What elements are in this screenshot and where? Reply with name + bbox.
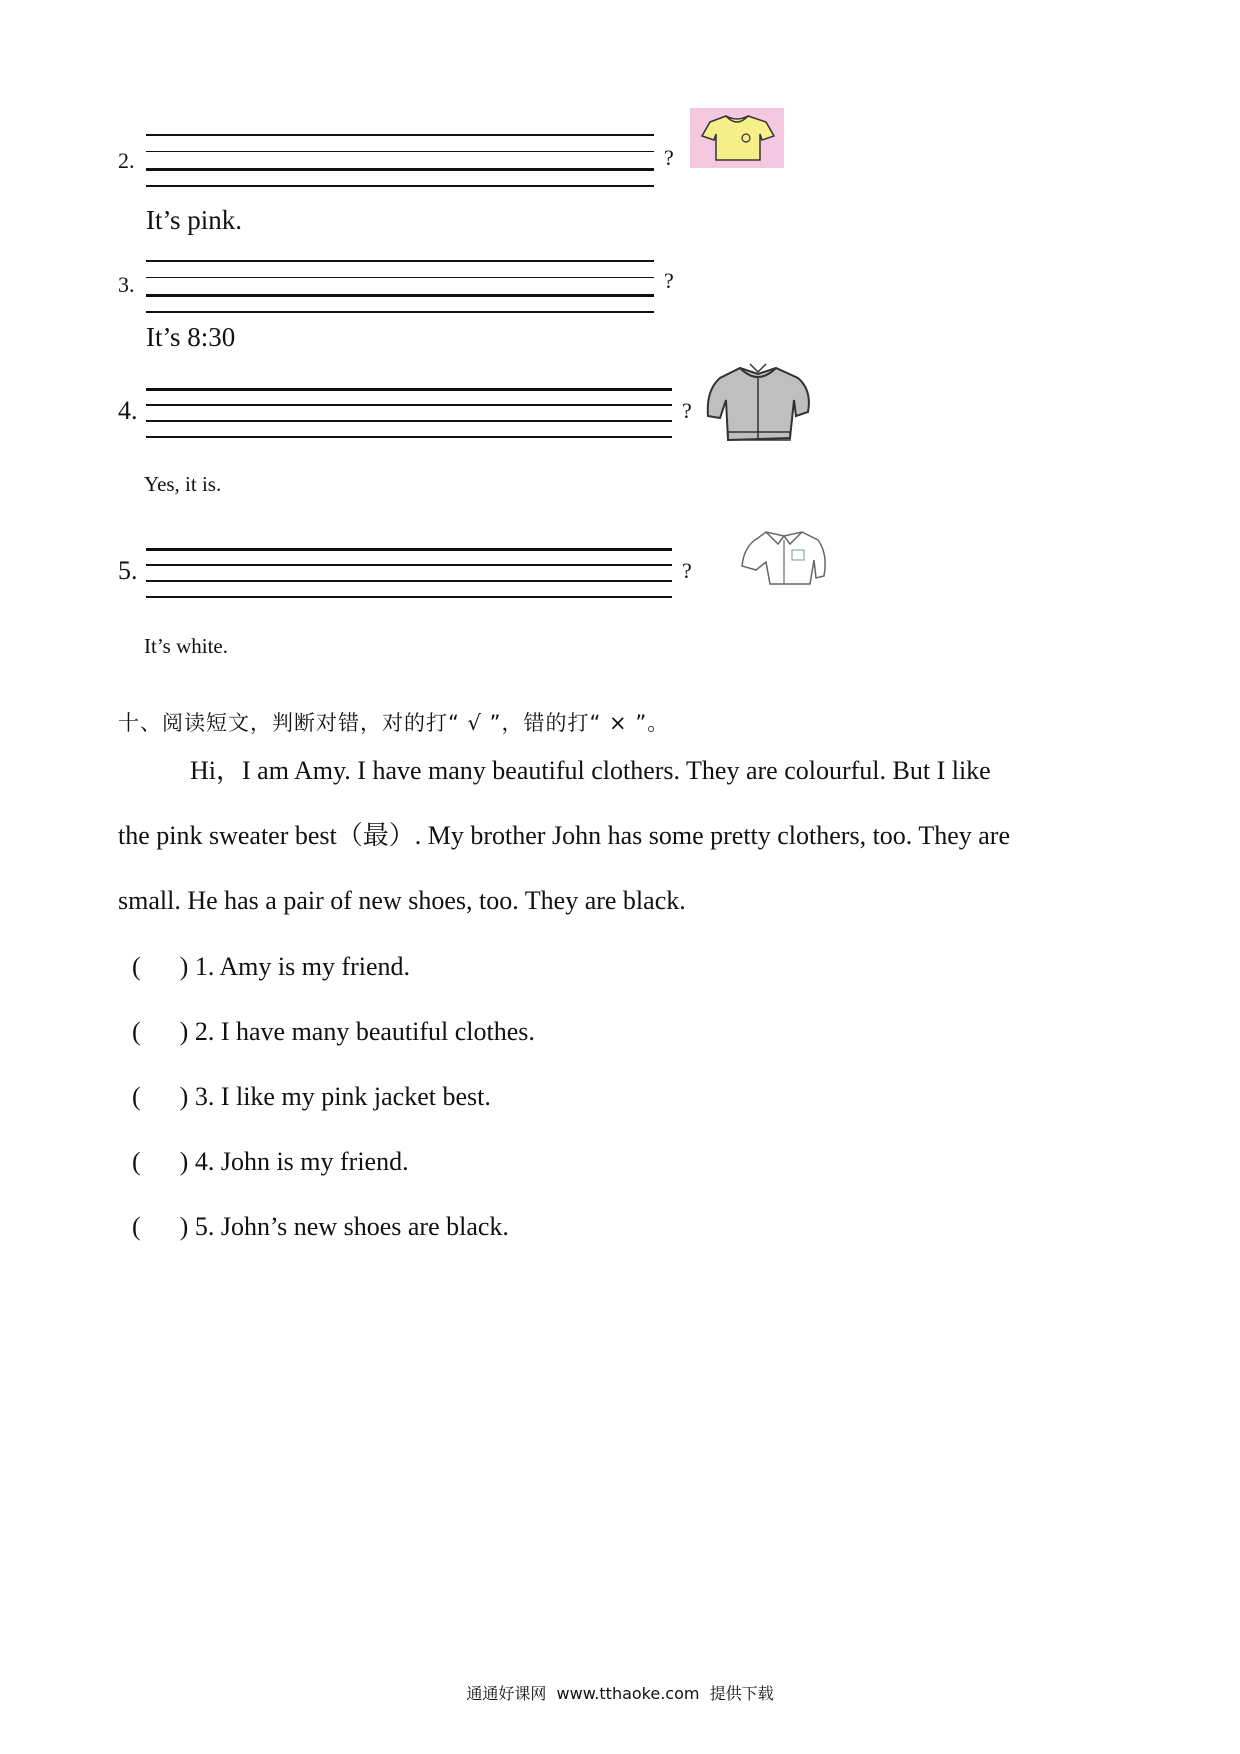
answer-bracket[interactable]: ( )	[132, 1017, 189, 1046]
passage-line-3: small. He has a pair of new shoes, too. They are black.	[118, 886, 686, 915]
reading-passage	[118, 738, 1128, 933]
question-4-writing-lines[interactable]	[146, 388, 672, 440]
section-title: 十、阅读短文，判断对错，对的打“ √ ”，错的打“ × ”。	[118, 711, 670, 735]
judge-item-text: 2. I have many beautiful clothes.	[194, 1017, 535, 1046]
passage-line-1: Hi，I am Amy. I have many beautiful clothers. They are colourful. But I like	[190, 756, 991, 785]
judge-item-4	[132, 1147, 409, 1177]
judge-item-1	[132, 952, 410, 982]
answer-bracket[interactable]: ( )	[132, 1212, 189, 1241]
answer-bracket[interactable]: ( )	[132, 1147, 189, 1176]
shirt-icon	[736, 526, 832, 588]
question-5-number: 5.	[118, 556, 138, 585]
question-3-writing-lines[interactable]	[146, 260, 654, 316]
judge-item-text: 5. John’s new shoes are black.	[194, 1212, 509, 1241]
judge-item-text: 4. John is my friend.	[194, 1147, 409, 1176]
sweater-icon	[700, 360, 816, 448]
judge-item-text: 3. I like my pink jacket best.	[194, 1082, 491, 1111]
question-4-question-mark: ?	[682, 398, 692, 423]
page-footer: 通通好课网 www.tthaoke.com 提供下载	[466, 1684, 774, 1703]
question-3-question-mark: ?	[664, 268, 674, 293]
question-2-number: 2.	[118, 148, 135, 173]
question-3-answer: It’s 8:30	[146, 322, 236, 352]
judge-item-3	[132, 1082, 491, 1112]
question-3-number: 3.	[118, 272, 135, 297]
question-5-writing-lines[interactable]	[146, 548, 672, 600]
answer-bracket[interactable]: ( )	[132, 952, 189, 981]
question-2-question-mark: ?	[664, 145, 674, 170]
question-4-answer: Yes, it is.	[144, 472, 222, 496]
question-5-question-mark: ?	[682, 558, 692, 583]
answer-bracket[interactable]: ( )	[132, 1082, 189, 1111]
question-2-answer: It’s pink.	[146, 205, 243, 235]
judge-item-text: 1. Amy is my friend.	[194, 952, 411, 981]
judge-item-2	[132, 1017, 535, 1047]
passage-line-2: the pink sweater best（最）. My brother John has some pretty clothers, too. They are	[118, 821, 1010, 850]
question-4-number: 4.	[118, 396, 138, 425]
judge-item-5	[132, 1212, 509, 1242]
tshirt-icon	[690, 108, 784, 168]
question-5-answer: It’s white.	[144, 634, 228, 658]
question-2-writing-lines[interactable]	[146, 134, 654, 190]
